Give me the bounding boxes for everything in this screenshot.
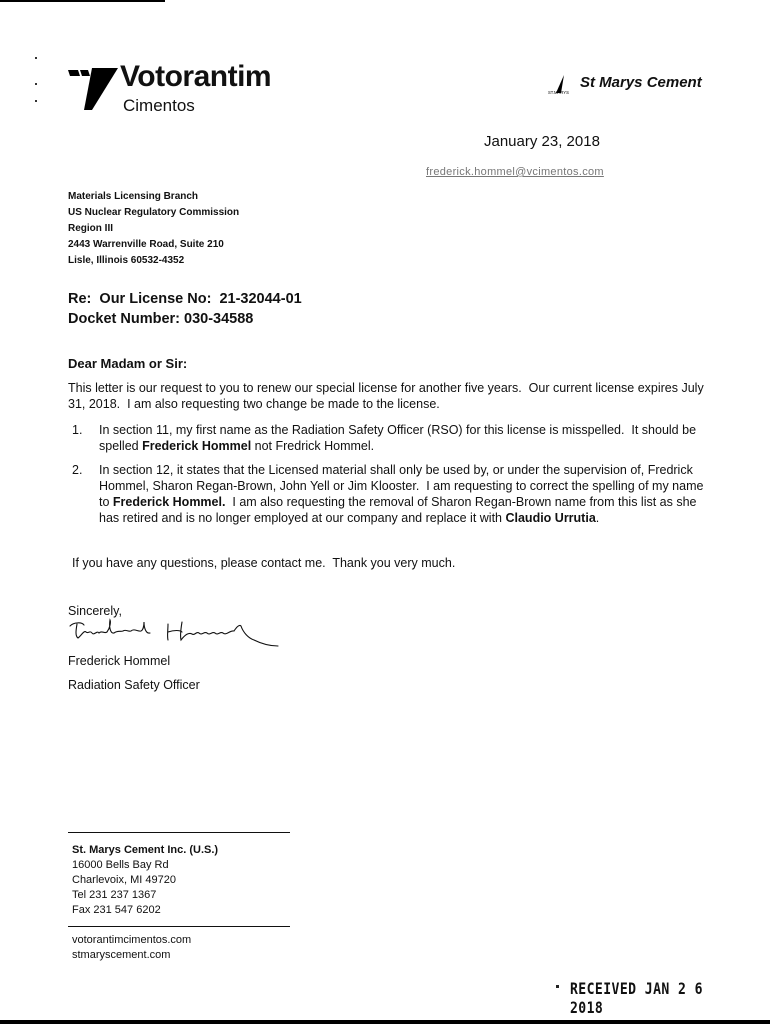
scan-top-edge [0,0,165,2]
svg-text:ST.MARYS: ST.MARYS [548,90,569,95]
footer-fax: Fax 231 547 6202 [72,904,161,916]
scan-speck [556,985,559,988]
brand-subtitle: Cimentos [123,96,195,115]
letter-date: January 23, 2018 [484,133,600,150]
address-line: Materials Licensing Branch [68,191,199,202]
item-text: I am also requesting the removal of Sharon Regan-Brown name from this list as she has retired and is no longer employed at our company and replace it with [99,495,700,525]
signer-name: Frederick Hommel [68,654,171,668]
item-bold-text: Claudio Urrutia [505,511,596,525]
scan-speck [35,100,37,102]
footer-phone: Tel 231 237 1367 [72,889,157,901]
item-text: In section 12, it states that the Licensed material shall only be used by, or under the supervision of, Fredrick Hommel, Sharon Regan-Brown, John Yell or Jim Klooster. I am requesting to correct the spelling of my name to [99,463,707,509]
footer-divider [68,926,290,927]
intro-paragraph: This letter is our request to you to renew our special license for another five years. Our current license expires July 31, 2018. I am also requesting two change be made to the license. [68,381,708,411]
list-number: 2. [72,463,83,477]
scan-bottom-edge [0,1020,770,1024]
scan-speck [35,57,37,59]
brand-name: Votorantim [120,60,272,93]
footer-address [72,843,218,918]
closing-paragraph: If you have any questions, please contact me. Thank you very much. [72,556,456,570]
item-bold-text: Frederick Hommel. [112,495,226,509]
footer-company: St. Marys Cement Inc. (U.S.) [72,844,219,856]
scan-speck [35,83,37,85]
list-number: 1. [72,423,83,437]
footer-address-line: 16000 Bells Bay Rd [72,859,169,871]
reference-block [68,289,302,329]
license-number: Re: Our License No: 21-32044-01 [68,291,302,307]
received-stamp: RECEIVED JAN 2 6 2018 [570,979,703,1017]
partner-name: St Marys Cement [580,74,702,91]
signer-title: Radiation Safety Officer [68,678,200,692]
st-marys-logo-icon [548,75,576,95]
footer-website: votorantimcimentos.com [72,934,192,946]
docket-number: Docket Number: 030-34588 [68,311,254,327]
item-text: In section 11, my first name as the Radiation Safety Officer (RSO) for this license is misspelled. It should be spelled [99,423,700,453]
address-line: Lisle, Illinois 60532-4352 [68,255,185,266]
handwritten-signature [68,616,283,654]
item-text: . [595,511,600,525]
item-bold-text: Frederick Hommel [142,439,252,453]
address-line: US Nuclear Regulatory Commission [68,207,240,218]
sign-off: Sincerely, [68,604,122,618]
sender-email: frederick.hommel@vcimentos.com [426,166,604,178]
address-line: Region III [68,223,113,234]
footer-website: stmaryscement.com [72,949,171,961]
recipient-address [68,189,239,269]
item-text: not Fredrick Hommel. [251,439,375,453]
votorantim-logo-icon [68,66,120,112]
footer-divider [68,832,290,833]
address-line: 2443 Warrenville Road, Suite 210 [68,239,224,250]
footer-websites [72,933,191,963]
salutation: Dear Madam or Sir: [68,356,188,371]
footer-address-line: Charlevoix, MI 49720 [72,874,176,886]
